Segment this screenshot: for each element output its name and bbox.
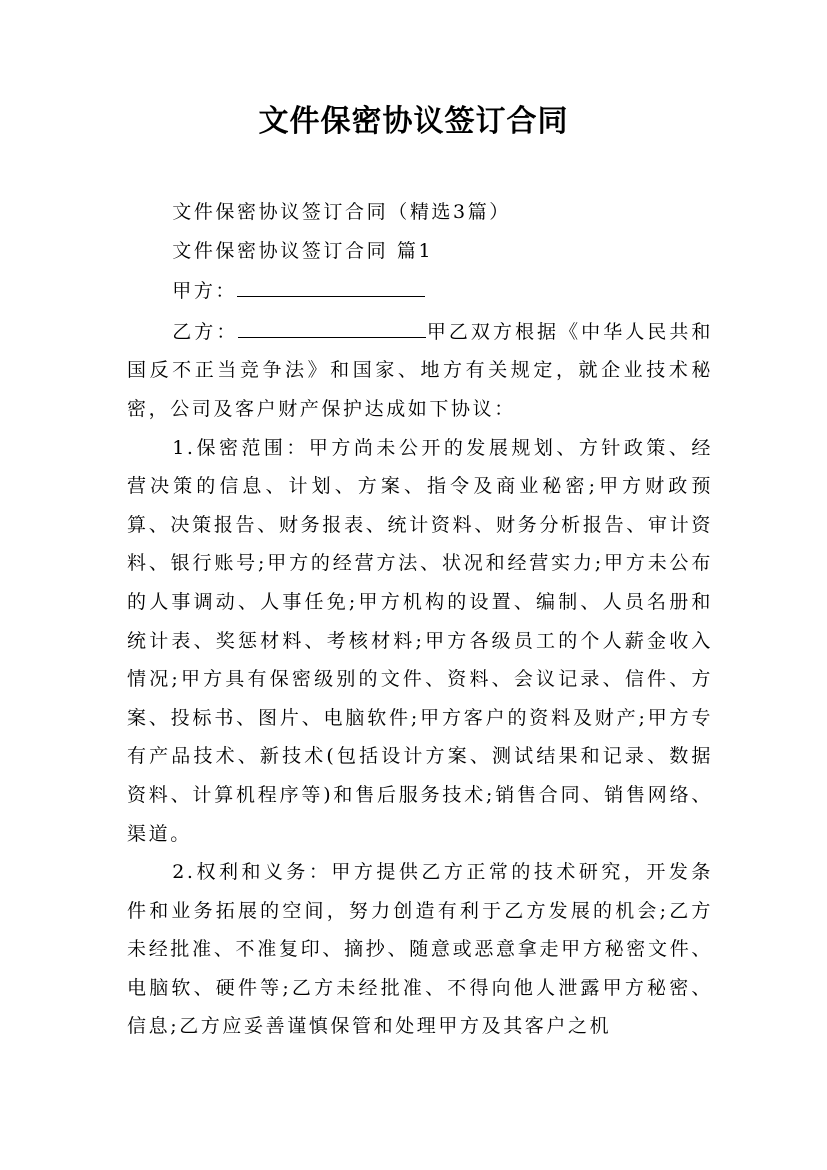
clause-1-paragraph: 1.保密范围：甲方尚未公开的发展规划、方针政策、经营决策的信息、计划、方案、指令及商业秘密;甲方财政预算、决策报告、财务报表、统计资料、财务分析报告、审计资料、银行账号;甲方的经营方法、状况和经营实力;甲方未公布的人事调动、人事任免;甲方机构的设置、编制、人员名册和统计表、奖惩材料、考核材料;甲方各级员工的个人薪金收入情况;甲方具有保密级别的文件、资料、会议记录、信件、方案、投标书、图片、电脑软件;甲方客户的资料及财产;甲方专有产品技术、新技术(包括设计方案、测试结果和记录、数据资料、计算机程序等)和售后服务技术;销售合同、销售网络、渠道。 — [127, 436, 713, 845]
party-b-blank — [238, 311, 426, 338]
party-b-label: 乙方： — [172, 320, 239, 343]
party-b-paragraph — [127, 311, 713, 429]
party-a-line — [127, 270, 713, 311]
party-a-blank — [237, 270, 425, 297]
document-body — [127, 193, 713, 1046]
clause-2-paragraph: 2.权利和义务：甲方提供乙方正常的技术研究，开发条件和业务拓展的空间，努力创造有利于乙方发展的机会;乙方未经批准、不准复印、摘抄、随意或恶意拿走甲方秘密文件、电脑软、硬件等;乙方未经批准、不得向他人泄露甲方秘密、信息;乙方应妥善谨慎保管和处理甲方及其客户之机 — [127, 861, 713, 1038]
subtitle-line: 文件保密协议签订合同（精选3篇） — [172, 201, 511, 223]
party-a-label: 甲方： — [172, 280, 238, 303]
intro-text: 甲乙双方根据《中华人民共和国反不正当竞争法》和国家、地方有关规定，就企业技术秘密，公司及客户财产保护达成如下协议： — [127, 320, 713, 420]
document-title: 文件保密协议签订合同 — [258, 104, 569, 139]
section-heading: 文件保密协议签订合同 篇1 — [172, 239, 434, 262]
